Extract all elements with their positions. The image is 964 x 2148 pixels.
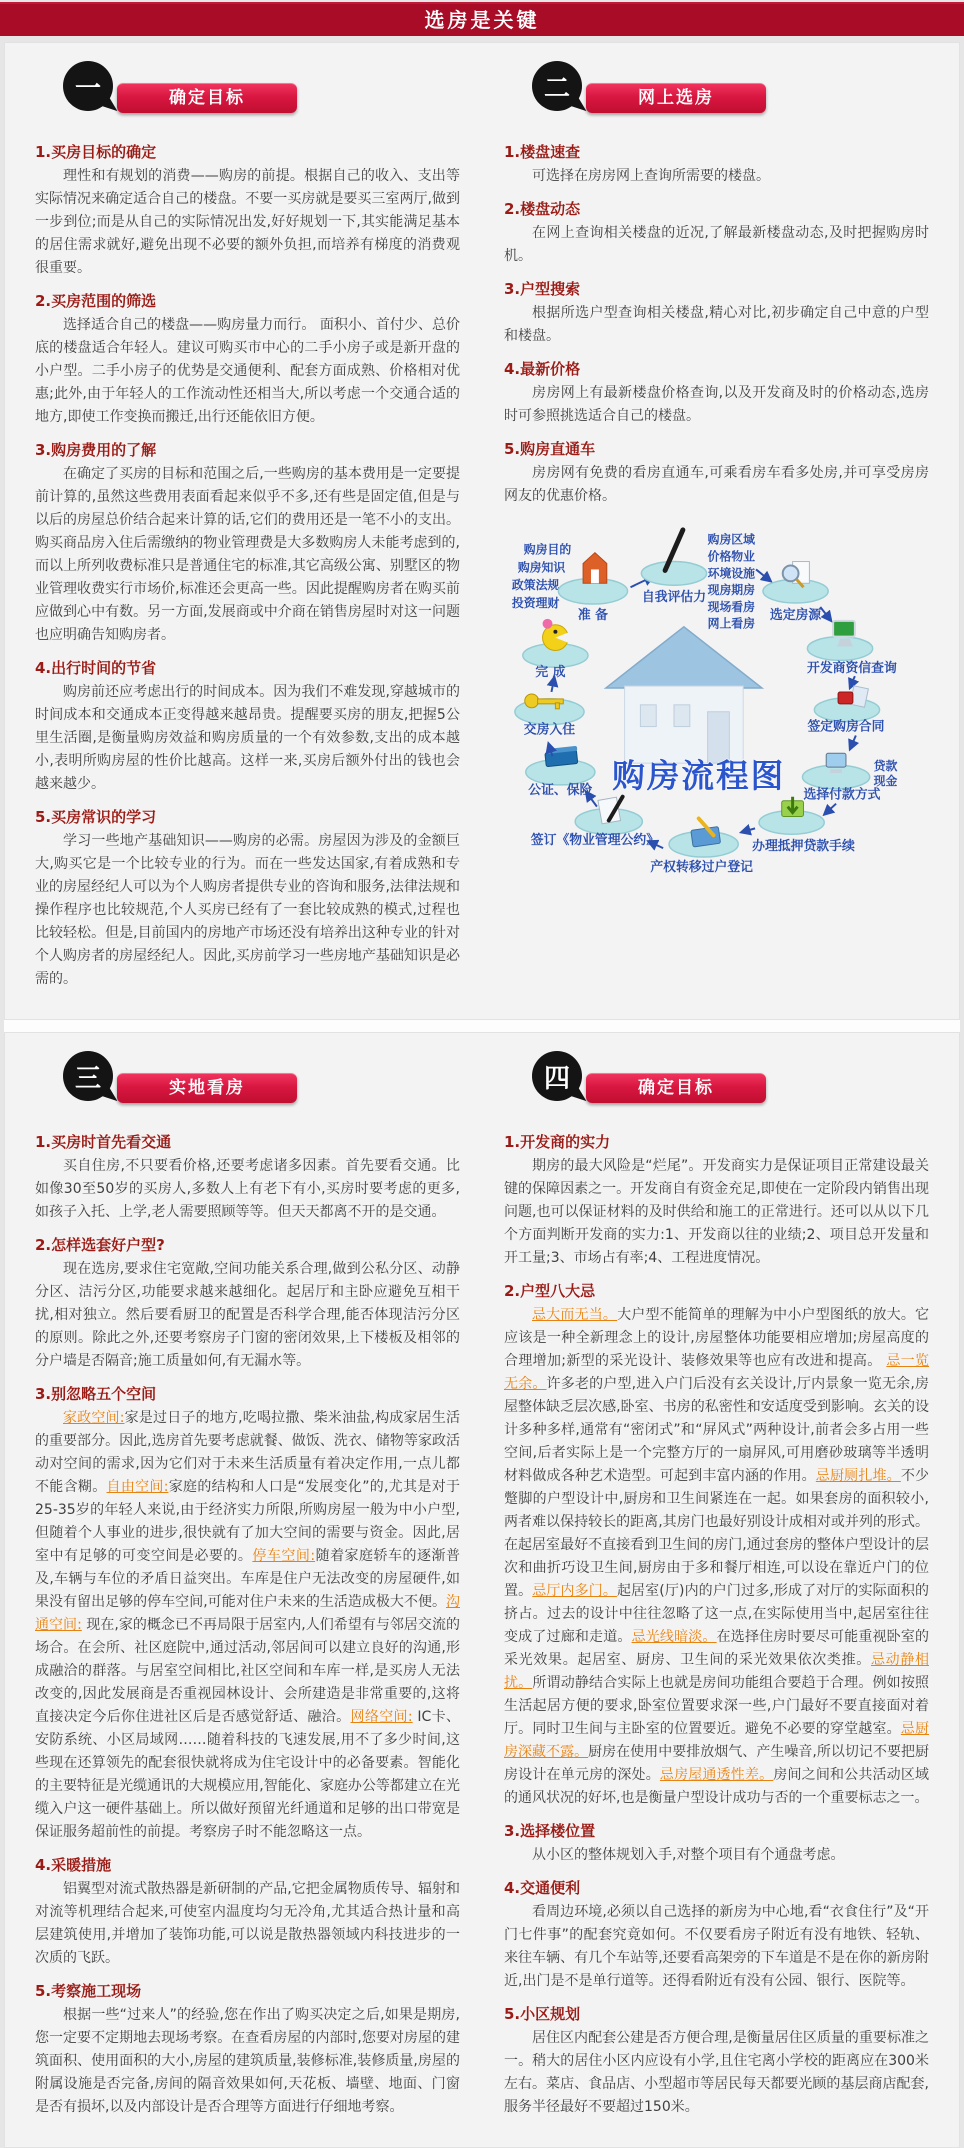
criteria-list — [707, 533, 756, 631]
flow-arrow — [824, 804, 836, 815]
column-section-3 — [35, 1047, 460, 2125]
item-paragraph: 铝翼型对流式散热器是新研制的产品,它把金属物质传导、辐射和对流等机理结合起来,可使室内温度均匀无冷角,尤其适合热计量和高层建筑使用,并增加了装饰功能,可以说是散热器领域内科技进步的一次质的飞跃。 — [35, 1881, 460, 1966]
list-item — [35, 1383, 460, 1844]
list-item — [504, 278, 929, 348]
highlighted-term: 沟通空间: — [35, 1594, 460, 1633]
item-paragraph: 可选择在房房网上查询所需要的楼盘。 — [532, 168, 770, 184]
highlighted-term: 网络空间: — [350, 1709, 413, 1725]
column-section-4 — [504, 1047, 929, 2125]
flow-node-handover — [515, 694, 584, 738]
text-segment: 现在,家的概念已不再局限于居室内,人们希望有与邻居交流的场合。在会所、社区庭院中,通过活动,邻居间可以建立良好的沟通,形成融洽的群落。与居室空间相比,社区空间和车库一样,是买房人无法改变的,因此发展商是否重视园林设计、会所建造是非常重要的,这将直接决定今后你住进社区后是否感觉舒适、融洽。 — [35, 1617, 460, 1725]
item-paragraph: 房房网上有最新楼盘价格查询,以及开发商及时的价格动态,选房时可参照挑选适合自己的楼盘。 — [504, 385, 929, 424]
item-heading: 4.最新价格 — [504, 360, 581, 378]
page — [0, 2, 964, 2148]
payment-option: 贷款 — [873, 759, 898, 774]
section-1-header — [35, 61, 460, 131]
criteria-line: 购房区域 — [707, 532, 756, 547]
highlighted-term: 家政空间: — [63, 1410, 125, 1426]
stamp-documents-icon — [838, 686, 868, 707]
list-item — [504, 358, 929, 428]
item-heading: 2.户型八大忌 — [504, 1282, 596, 1300]
highlighted-term: 忌动静相扰。 — [504, 1652, 930, 1691]
flow-node-label: 交房入住 — [523, 722, 576, 738]
item-heading: 1.开发商的实力 — [504, 1133, 611, 1151]
flow-node-prepare — [511, 543, 628, 623]
contract-pen-icon — [598, 797, 623, 824]
list-item — [504, 1820, 929, 1867]
list-item — [504, 2003, 929, 2119]
item-heading: 3.别忽略五个空间 — [35, 1385, 157, 1403]
page-title-bar — [0, 2, 964, 36]
list-item — [35, 439, 460, 647]
list-item — [35, 141, 460, 280]
highlighted-term: 忌厨房深藏不露。 — [504, 1721, 930, 1760]
flow-node-label: 选择付款方式 — [803, 787, 881, 803]
item-heading: 4.采暖措施 — [35, 1856, 112, 1874]
page-title: 选房是关键 — [424, 8, 540, 32]
item-paragraph: 看周边环境,必须以自己选择的新房为中心地,看“衣食住行”及“开门七件事”的配套究竟如何。不仅要看房子附近有没有地铁、轻轨、来往车辆、有几个车站等,还要看高架旁的下车道是不是在你的新房附近,出门是不是单行道等。还得看附近有没有公园、银行、医院等。 — [504, 1904, 929, 1989]
flow-arrow — [741, 828, 755, 832]
section-3-number: 三 — [74, 1063, 101, 1094]
section-2-number-badge — [532, 61, 582, 111]
highlighted-term: 停车空间: — [252, 1548, 316, 1564]
text-segment: 许多老的户型,进入户门后没有玄关设计,厅内景象一览无余,房屋整体缺乏层次感,卧室、书房的私密性和安适度受到影响。玄关的设计多种多样,通常有“密闭式”和“屏风式”两种设计,前者会多占用一些空间,后者实际上是一个完整方厅的一扇屏风,可用磨砂玻璃等半透明材料做成各种艺术造型。可起到丰富内涵的作用。 — [504, 1376, 929, 1484]
flow-node-label: 办理抵押贷款手续 — [752, 839, 855, 855]
item-heading: 5.购房直通车 — [504, 440, 596, 458]
flow-node-notary-insurance — [526, 746, 595, 798]
section-3-title-button: 实地看房 — [117, 1073, 297, 1103]
panel-gap — [4, 1020, 960, 1032]
highlighted-term: 自由空间: — [106, 1479, 169, 1495]
text-segment: 所谓动静结合实际上也就是房间功能组合要趋于合理。例如按照生活起居方便的要求,卧室位置要求深一些,户门最好不要直接面对着厅。同时卫生间与主卧室的位置要近。避免不必要的穿堂越室。 — [504, 1675, 930, 1737]
item-heading: 3.购房费用的了解 — [35, 441, 157, 459]
list-item — [35, 657, 460, 796]
highlighted-term: 忌厨厕扎堆。 — [815, 1468, 901, 1484]
prep-list-line: 购房目的 — [523, 542, 572, 557]
item-heading: 1.买房时首先看交通 — [35, 1133, 172, 1151]
text-segment: 大户型不能简单的理解为中小户型图纸的放大。它应该是一种全新理念上的设计,房屋整体功能要相应增加;房屋高度的合理增加;新型的采光设计、装修效果等也应有改进和提高。 — [504, 1307, 930, 1369]
item-paragraph: 在确定了买房的目标和范围之后,一些购房的基本费用是一定要提前计算的,虽然这些费用表面看起来似乎不多,还有些是固定值,但是与以后的房屋总价结合起来计算的话,它们的费用还是一笔不小的支出。购买商品房入住后需缴纳的物业管理费是大多数购房人未能考虑到的,而以上所列收费标准只是普通住宅的标准,其它高级公寓、别墅区的物业管理收费实行市场价,标准还会更高一些。因此提醒购房者在购买前应做到心中有数。另一方面,发展商或中介商在销售房屋时对这一问题也应明确告知购房者。 — [35, 466, 460, 643]
top-panel — [4, 42, 960, 1020]
bottom-panel — [4, 1032, 960, 2148]
text-segment: 不少蹩脚的户型设计中,厨房和卫生间紧连在一起。如果套房的面积较小,两者难以保持较长的距离,其房门也最好别设计成相对或并列的形式。在起居室最好不直接看到卫生间的房门,通过套房的整体户型设计的层次和曲折巧设卫生间,厨房由于多和餐厅相连,可以设在靠近户门的位置。 — [504, 1468, 930, 1599]
flow-node-label: 签订《物业管理公约》 — [530, 833, 660, 849]
text-segment: 起居室(厅)内的户门过多,形成了对厅的实际面积的挤占。过去的设计中往往忽略了这一点,在实际使用当中,起居室往往变成了过廊和走道。 — [504, 1583, 929, 1645]
section-1-number-badge — [63, 61, 113, 111]
prep-list-line: 政策法规 — [511, 578, 560, 593]
flow-node-label: 公证、保险 — [528, 782, 593, 798]
list-item — [35, 1854, 460, 1970]
flow-node-payment-method — [802, 753, 897, 802]
flow-title: 购房流程图 — [612, 756, 786, 795]
prep-list-line: 投资理财 — [511, 595, 560, 610]
item-paragraph: 根据一些“过来人”的经验,您在作出了购买决定之后,如果是期房,您一定要不定期地去现场考察。在查看房屋的内部时,您要对房屋的建筑面积、使用面积的大小,房屋的建筑质量,装修标准,装修质量,房屋的附属设施是否完备,房间的隔音效果如何,天花板、墙壁、地面、门窗是否有损坏,以及内部设计是否合理等方面进行仔细地考察。 — [35, 2007, 460, 2115]
list-item — [35, 806, 460, 991]
section-4-header — [504, 1051, 929, 1121]
flow-node-select-source — [763, 562, 828, 623]
text-segment: 随着家庭轿车的逐渐普及,车辆与车位的矛盾日益突出。车库是住户无法改变的房屋硬件,如果没有留出足够的停车空间,可能对住户未来的生活造成极大不便。 — [35, 1548, 461, 1610]
criteria-line: 环境设施 — [707, 566, 756, 581]
item-paragraph: 从小区的整体规划入手,对整个项目有个通盘考虑。 — [532, 1847, 845, 1863]
item-heading: 4.出行时间的节省 — [35, 659, 157, 677]
section-3-header — [35, 1051, 460, 1121]
flow-node-mortgage — [752, 797, 855, 854]
item-heading: 3.户型搜索 — [504, 280, 581, 298]
flow-node-complete — [523, 619, 588, 680]
envelope-download-icon — [782, 797, 804, 817]
text-segment: 房间之间和公共活动区域的通风状况的好坏,也是衡量户型设计成功与否的一个重要标志之一。 — [504, 1767, 930, 1806]
item-paragraph: 现在选房,要求住宅宽敞,空间功能关系合理,做到公私分区、动静分区、洁污分区,功能要求越来越细化。起居厅和主卧应避免互相干扰,相对独立。然后要看厨卫的配置是否科学合理,能否体现洁污分区的原则。除此之外,还要考察房子门窗的密闭效果,上下楼板及相邻的分户墙是否隔音;施工质量如何,有无漏水等。 — [35, 1261, 460, 1369]
tablet-pencil-icon — [691, 819, 721, 848]
item-heading: 5.小区规划 — [504, 2005, 581, 2023]
item-heading: 1.楼盘速查 — [504, 143, 581, 161]
item-paragraph: 选择适合自己的楼盘——购房量力而行。 面积小、首付少、总价底的楼盘适合年轻人。建议可购买市中心的二手小房子或是新开盘的小户型。二手小房子的优势是交通便利、配套方面成熟、价格相对优惠;此外,由于年轻人的工作流动性还相当大,所以考虑一个交通合适的地方,即使工作变换而搬迁,出行还能依旧方便。 — [35, 317, 460, 425]
flow-node-label: 产权转移过户登记 — [650, 859, 753, 875]
highlighted-term: 忌一览无余。 — [504, 1353, 929, 1392]
text-segment: 家庭的结构和人口是“发展变化”的,尤其是对于25-35岁的年轻人来说,由于经济实力所限,所购房屋一般为中小户型,但随着个人事业的进步,很快就有了加大空间的需要与资金。因此,居室中有足够的可变空间是必要的。 — [35, 1479, 461, 1564]
item-paragraph: 理性和有规划的消费——购房的前提。根据自己的收入、支出等实际情况来确定适合自己的楼盘。不要一买房就是要买三室两厅,做到一步到位;而是从自己的实际情况出发,好好规划一下,其实能满足基本的居住需求就好,避免出现不必要的额外负担,而培养有梯度的消费观很重要。 — [35, 168, 460, 276]
item-paragraph: 根据所选户型查询相关楼盘,精心对比,初步确定自己中意的户型和楼盘。 — [504, 305, 929, 344]
list-item — [504, 1877, 929, 1993]
section-2-title-button: 网上选房 — [586, 83, 766, 113]
criteria-line: 网上看房 — [707, 616, 756, 631]
list-item — [504, 198, 929, 268]
item-heading: 2.怎样选套好户型? — [35, 1236, 165, 1254]
list-item — [504, 438, 929, 508]
highlighted-term: 忌大而无当。 — [532, 1307, 618, 1323]
item-heading: 4.交通便利 — [504, 1879, 581, 1897]
highlighted-term: 忌房屋通透性差。 — [659, 1767, 774, 1783]
text-segment: IC卡、安防系统、小区局域网……随着科技的飞速发展,用不了多少时间,这些现在还算领先的配套很快就将成为住宅设计中的必备要素。智能化的主要特征是光缆通讯的大规模应用,智能化、家庭办公等都建立在光缆入户这一硬件基础上。所以做好预留光纤通道和足够的出口带宽是保证服务超前性的前提。考察房子时不能忽略这一点。 — [35, 1709, 461, 1840]
item-paragraph: 在网上查询相关楼盘的近况,了解最新楼盘动态,及时把握购房时机。 — [504, 225, 929, 264]
flow-node-self-assess — [641, 530, 706, 605]
section-4-number-badge — [532, 1051, 582, 1101]
flow-arrow — [820, 607, 831, 621]
house-icon — [583, 553, 607, 584]
text-segment: 在选择住房时要尽可能重视卧室的采光效果。起居室、厨房、卫生间的采光效果依次类推。 — [504, 1629, 930, 1668]
section-1-number: 一 — [74, 73, 101, 104]
item-paragraph: 买自住房,不只要看价格,还要考虑诸多因素。首先要看交通。比如像30至50岁的买房人,多数人上有老下有小,买房时要考虑的更多,如孩子入托、上学,老人需要照顾等等。但天天都离不开的是交通。 — [35, 1158, 460, 1220]
section-4-number: 四 — [543, 1063, 570, 1094]
list-item — [35, 1234, 460, 1373]
flow-node-title-transfer — [650, 819, 753, 875]
flow-node-label: 选定房源 — [769, 607, 822, 623]
item-heading: 3.选择楼位置 — [504, 1822, 596, 1840]
section-1-title-button: 确定目标 — [117, 83, 297, 113]
list-item — [504, 1131, 929, 1270]
house-illustration — [606, 627, 762, 763]
item-heading: 5.买房常识的学习 — [35, 808, 157, 826]
flow-arrow — [756, 569, 771, 581]
item-paragraph: 购房前还应考虑出行的时间成本。因为我们不难发现,穿越城市的时间成本和交通成本正变得越来越昂贵。提醒要买房的朋友,把握5公里生活圈,是衡量购房效益和购房质量的一个有效参数,支出的成本越小,表明所购房屋的性价比越高。这样一来,买房后额外付出的钱也会越来越少。 — [35, 684, 460, 792]
highlighted-term: 忌厅内多门。 — [532, 1583, 617, 1599]
flow-node-label: 准 备 — [577, 607, 609, 623]
prep-list-line: 购房知识 — [517, 560, 566, 575]
list-item — [504, 1280, 929, 1810]
section-3-number-badge — [63, 1051, 113, 1101]
column-section-2 — [504, 57, 929, 997]
list-item — [504, 141, 929, 188]
highlighted-term: 忌光线暗淡。 — [631, 1629, 717, 1645]
flow-node-label: 完 成 — [535, 665, 566, 681]
purchase-flow-diagram — [504, 522, 929, 893]
section-2-header — [504, 61, 929, 131]
item-paragraph: 居住区内配套公建是否方便合理,是衡量居住区质量的重要标准之一。稍大的居住小区内应设有小学,且住宅离小学校的距离应在300米左右。菜店、食品店、小型超市等居民每天都要光顾的基层商店配套,服务半径最好不要超过150米。 — [504, 2030, 929, 2115]
item-paragraph: 学习一些地产基础知识——购房的必需。房屋因为涉及的金额巨大,购买它是一个比较专业的行为。而在一些发达国家,有着成熟和专业的房屋经纪人可以为个人购房者提供专业的咨询和服务,法律法规和操作程序也比较规范,个人买房已经有了一套比较成熟的模式,过程也比较轻松。但是,目前国内的房地产市场还没有培养出这种专业的针对个人购房者的房屋经纪人。因此,买房前学习一些房地产基础知识是必需的。 — [35, 833, 460, 987]
item-heading: 1.买房目标的确定 — [35, 143, 157, 161]
criteria-line: 价格物业 — [707, 549, 756, 564]
item-paragraph — [35, 1407, 460, 1844]
flow-node-label: 自我评估力 — [641, 590, 707, 606]
criteria-line: 现房期房 — [707, 583, 756, 598]
section-2-number: 二 — [543, 73, 570, 104]
text-segment: 家是过日子的地方,吃喝拉撒、柴米油盐,构成家居生活的重要部分。因此,选房首先要考虑就餐、做饭、洗衣、储物等家政活动对空间的需求,因为它们对于未来生活质量有着决定作用,一点儿都不能含糊。 — [35, 1410, 461, 1495]
section-4-title-button: 确定目标 — [586, 1073, 766, 1103]
flow-node-label: 签定购房合同 — [807, 719, 885, 735]
text-segment: 厨房在使用中要排放烟气、产生噪音,所以切记不要把厨房设计在单元房的深处。 — [504, 1744, 929, 1783]
column-section-1 — [35, 57, 460, 997]
criteria-line: 现场看房 — [707, 599, 756, 614]
list-item — [35, 1131, 460, 1224]
item-paragraph: 房房网有免费的看房直通车,可乘看房车看多处房,并可享受房房网友的优惠价格。 — [504, 465, 929, 504]
flow-node-label: 开发商资信查询 — [807, 661, 897, 677]
item-paragraph: 期房的最大风险是“烂尾”。开发商实力是保证项目正常建设最关键的保障因素之一。开发商自有资金充足,即使在一定阶段内销售出现问题,也可以保证材料的及时供给和施工的正常进行。还可以从以下几个方面判断开发商的实力:1、开发商以往的业绩;2、项目总开发量和开工量;3、市场占有率;4、工程进度情况。 — [504, 1158, 929, 1266]
flow-node-sign-contract — [806, 686, 884, 735]
item-heading: 5.考察施工现场 — [35, 1982, 142, 2000]
list-item — [35, 1980, 460, 2119]
item-heading: 2.楼盘动态 — [504, 200, 581, 218]
item-paragraph — [504, 1304, 929, 1810]
item-heading: 2.买房范围的筛选 — [35, 292, 157, 310]
flow-arrow — [850, 735, 856, 749]
list-item — [35, 290, 460, 429]
flow-node-developer-credit — [807, 621, 897, 676]
payment-option: 现金 — [873, 773, 898, 788]
